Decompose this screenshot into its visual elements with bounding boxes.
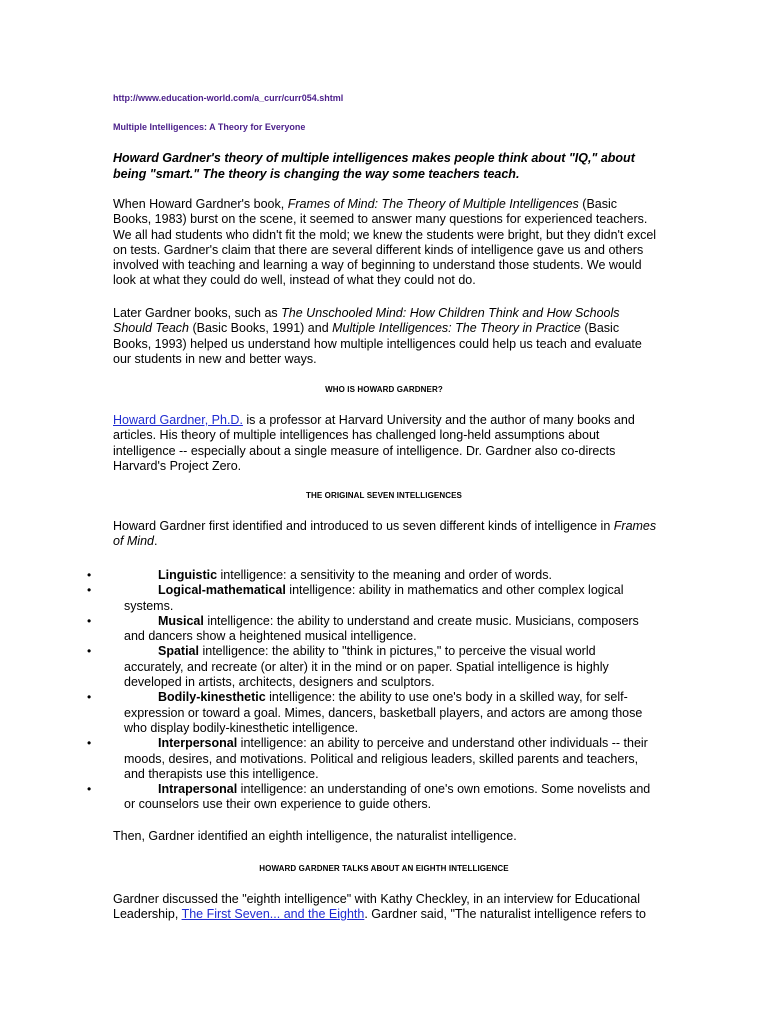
intro-paragraph: When Howard Gardner's book, Frames of Mind: The Theory of Multiple Intelligences (Basic Books, 1983) burst on the scene, it seemed to answer many questions for experienced teachers. We all had students who didn't fit the mold; we knew the students were bright, but they didn't excel on tests. Gardner's claim that there are several different kinds of intelligence gave us and others involved with teaching and learning a way of beginning to understand those students. We would look at what they could do well, instead of what they could not do. bbox=[113, 197, 657, 288]
document-title: Multiple Intelligences: A Theory for Everyone bbox=[113, 122, 306, 132]
source-url: http://www.education-world.com/a_curr/curr054.shtml bbox=[113, 93, 344, 103]
bullet-icon: • bbox=[87, 613, 92, 628]
list-item: • Musical intelligence: the ability to understand and create music. Musicians, composers and dancers show a heightened musical intelligence. bbox=[87, 613, 639, 644]
section-heading-eighth: HOWARD GARDNER TALKS ABOUT AN EIGHTH INTELLIGENCE bbox=[259, 864, 509, 873]
later-books-paragraph: Later Gardner books, such as The Unschooled Mind: How Children Think and How Schools Should Teach (Basic Books, 1991) and Multiple Intelligences: The Theory in Practice (Basic Books, 1993) helped us understand how multiple intelligences could help us teach and evaluate our students in new and better ways. bbox=[113, 306, 642, 366]
bullet-icon: • bbox=[87, 644, 92, 659]
interview-paragraph: Gardner discussed the "eighth intelligence" with Kathy Checkley, in an interview for Educational Leadership, The First Seven... and the Eighth. Gardner said, "The naturalist intelligence refers to bbox=[113, 892, 646, 922]
first-seven-eighth-link[interactable]: The First Seven... and the Eighth bbox=[181, 907, 365, 922]
book-title: Multiple Intelligences: The Theory in Practice bbox=[332, 321, 581, 336]
list-item: • Interpersonal intelligence: an ability to perceive and understand other individuals -- their moods, desires, and motivations. Political and religious leaders, skilled parents and teachers, and therapists use this intelligence. bbox=[87, 736, 648, 781]
list-item: • Intrapersonal intelligence: an understanding of one's own emotions. Some novelists and or counselors use their own experience to guide others. bbox=[87, 782, 651, 812]
book-title: Frames of Mind bbox=[113, 519, 657, 549]
bullet-icon: • bbox=[87, 583, 92, 598]
bullet-icon: • bbox=[87, 736, 92, 751]
section-heading-who: WHO IS HOWARD GARDNER? bbox=[325, 385, 443, 394]
list-item: • Bodily-kinesthetic intelligence: the ability to use one's body in a skilled way, for self-expression or toward a goal. Mimes, dancers, basketball players, and actors are among those who display bodily-kinesthetic intelligence. bbox=[87, 690, 643, 735]
bullet-icon: • bbox=[87, 568, 92, 582]
section-heading-seven: THE ORIGINAL SEVEN INTELLIGENCES bbox=[306, 491, 462, 500]
book-title: The Unschooled Mind: How Children Think and How Schools Should Teach bbox=[113, 306, 620, 336]
list-item: • Linguistic intelligence: a sensitivity to the meaning and order of words. bbox=[87, 568, 552, 582]
bullet-icon: • bbox=[87, 690, 92, 705]
lead-paragraph: Howard Gardner's theory of multiple intelligences makes people think about "IQ," about being "smart." The theory is changing the way some teachers teach. bbox=[113, 151, 635, 181]
book-title: Frames of Mind: The Theory of Multiple Intelligences bbox=[287, 197, 579, 211]
list-item: • Logical-mathematical intelligence: ability in mathematics and other complex logical systems. bbox=[87, 583, 624, 613]
bullet-icon: • bbox=[87, 782, 92, 797]
bio-paragraph: Howard Gardner, Ph.D. is a professor at Harvard University and the author of many books and articles. His theory of multiple intelligences has challenged long-held assumptions about intelligence -- especially about a single measure of intelligence. Dr. Gardner also co-directs Harvard's Project Zero. bbox=[113, 413, 635, 473]
eighth-intro-paragraph: Then, Gardner identified an eighth intelligence, the naturalist intelligence. bbox=[113, 829, 517, 843]
list-item: • Spatial intelligence: the ability to "think in pictures," to perceive the visual world accurately, and recreate (or alter) it in the mind or on paper. Spatial intelligence is highly developed in artists, architects, designers and sculptors. bbox=[87, 644, 609, 690]
seven-intro-paragraph: Howard Gardner first identified and introduced to us seven different kinds of intelligence in Frames of Mind. bbox=[113, 519, 657, 549]
gardner-profile-link[interactable]: Howard Gardner, Ph.D. bbox=[113, 413, 243, 427]
intelligences-list bbox=[0, 568, 768, 813]
